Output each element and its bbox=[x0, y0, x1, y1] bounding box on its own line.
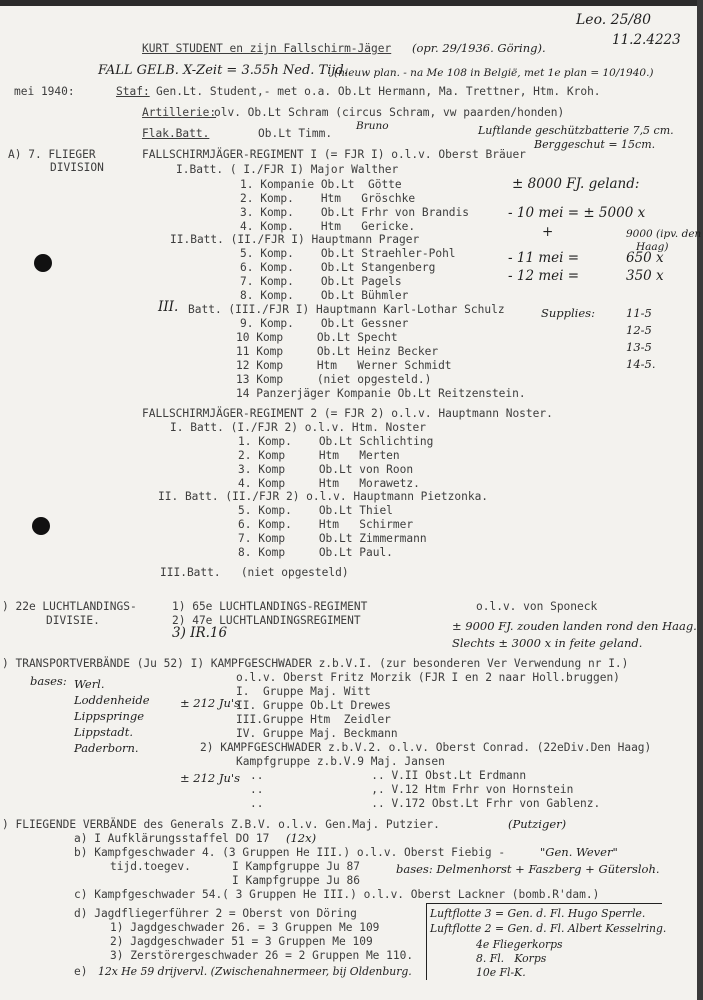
fall-gelb-heading: FALL GELB. X-Zeit = 3.55h Ned. Tijd. bbox=[98, 63, 348, 78]
fjr1-komp-4: 4. Komp. Htm Gericke. bbox=[240, 220, 416, 233]
fliegerkorps-8: 8. Fl. Korps bbox=[476, 952, 547, 965]
section-d-putziger: (Putziger) bbox=[508, 817, 567, 831]
staf-text: Gen.Lt. Student,- met o.a. Ob.Lt Hermann, Ma. Trettner, Htm. Kroh. bbox=[156, 85, 601, 98]
section-b-regiment-47: 2) 47e LUCHTLANDINGSREGIMENT bbox=[172, 614, 361, 627]
fjr1-iii-numeral: III. bbox=[158, 299, 179, 315]
scan-edge-right bbox=[697, 0, 703, 1000]
fjr2-komp-6: 6. Komp. Htm Schirmer bbox=[238, 518, 414, 531]
gruppe-beckmann: IV. Gruppe Maj. Beckmann bbox=[236, 727, 398, 740]
date-label: mei 1940: bbox=[14, 85, 75, 98]
gruppe-erdmann: .. .. V.II Obst.Lt Erdmann bbox=[250, 769, 527, 782]
bruno-note: Bruno bbox=[356, 120, 389, 132]
fjr1-komp-3: 3. Komp. Ob.Lt Frhr von Brandis bbox=[240, 206, 470, 219]
staf-label: Staf: bbox=[116, 85, 150, 98]
section-b-divisie: DIVISIE. bbox=[46, 614, 100, 627]
supplies-date-1: 11-5 bbox=[626, 306, 652, 320]
fjr2-komp-7: 7. Komp Ob.Lt Zimmermann bbox=[238, 532, 427, 545]
supplies-date-2: 12-5 bbox=[626, 323, 652, 337]
note-9000: 9000 (ipv. den bbox=[626, 228, 702, 240]
scan-edge-top bbox=[0, 0, 703, 6]
fjr1-iii-batt: Batt. (III./FJR I) Hauptmann Karl-Lothar Schulz bbox=[188, 303, 505, 316]
bases-label: bases: bbox=[30, 674, 67, 688]
gruppe-witt: I. Gruppe Maj. Witt bbox=[236, 685, 371, 698]
fjr1-heading: FALLSCHIRMJÄGER-REGIMENT I (= FJR I) o.l.v. Oberst Bräuer bbox=[142, 148, 526, 161]
note-haag: Haag) bbox=[636, 241, 669, 253]
base-paderborn: Paderborn. bbox=[74, 741, 139, 755]
kampfgruppe-jansen: Kampfgruppe z.b.V.9 Maj. Jansen bbox=[236, 755, 445, 768]
fliegerkorps-4: 4e Fliegerkorps bbox=[476, 938, 563, 951]
section-d-ju86: I Kampfgruppe Ju 86 bbox=[232, 874, 360, 887]
fjr2-komp-1: 1. Komp. Ob.Lt Schlichting bbox=[238, 435, 434, 448]
fjr1-komp-1: 1. Kompanie Ob.Lt Götte bbox=[240, 178, 402, 191]
base-lippspringe: Lippspringe bbox=[74, 709, 145, 723]
flak-text: Ob.Lt Timm. bbox=[258, 127, 333, 140]
section-b-commander: o.l.v. von Sponeck bbox=[476, 600, 598, 613]
gruppe-hornstein: .. ,. V.12 Htm Frhr von Hornstein bbox=[250, 783, 574, 796]
archive-date: 11.2.4223 bbox=[612, 32, 681, 48]
base-werl: Werl. bbox=[74, 677, 105, 691]
supplies-date-4: 14-5. bbox=[626, 357, 656, 371]
section-d-d: d) Jagdfliegerführer 2 = Oberst von Döring bbox=[74, 907, 357, 920]
page-title: KURT STUDENT en zijn Fallschirm-Jäger bbox=[142, 42, 392, 55]
section-d-a-note: (12x) bbox=[286, 831, 317, 845]
section-d-tijd: tijd.toegev. bbox=[110, 860, 191, 873]
flak-label: Flak.Batt. bbox=[142, 127, 210, 140]
fjr2-i-batt: I. Batt. (I./FJR 2) o.l.v. Htm. Noster bbox=[170, 421, 426, 434]
punch-hole-bottom bbox=[32, 517, 50, 535]
fjr2-komp-8: 8. Komp Ob.Lt Paul. bbox=[238, 546, 393, 559]
fjr2-komp-4: 4. Komp Htm Morawetz. bbox=[238, 477, 420, 490]
section-a-label: A) 7. FLIEGER bbox=[8, 148, 96, 161]
section-d-zg26: 3) Zerstörergeschwader 26 = 2 Gruppen Me 110. bbox=[110, 949, 414, 962]
fjr2-komp-3: 3. Komp Ob.Lt von Roon bbox=[238, 463, 414, 476]
archive-reference: Leo. 25/80 bbox=[576, 12, 652, 28]
fjr1-komp-8: 8. Komp. Ob.Lt Bühmler bbox=[240, 289, 409, 302]
section-c-heading: ) TRANSPORTVERBÄNDE (Ju 52) I) KAMPFGESCHWADER z.b.V.I. (zur besonderen Ver Verwendung nr I.) bbox=[2, 657, 629, 670]
fjr1-komp-9: 9. Komp. Ob.Lt Gessner bbox=[240, 317, 409, 330]
luftflotte-2: Luftflotte 2 = Gen. d. Fl. Albert Kesselring. bbox=[430, 922, 667, 935]
fjr1-komp-10: 10 Komp Ob.Lt Specht bbox=[236, 331, 398, 344]
note-12-mei: - 12 mei = bbox=[508, 268, 580, 284]
section-b-ir16: 3) IR.16 bbox=[172, 625, 228, 641]
berggeschut-note: Berggeschut = 15cm. bbox=[534, 138, 656, 151]
base-lippstadt: Lippstadt. bbox=[74, 725, 134, 739]
fjr2-komp-5: 5. Komp. Ob.Lt Thiel bbox=[238, 504, 393, 517]
section-b-regiment-65: 1) 65e LUCHTLANDINGS-REGIMENT bbox=[172, 600, 368, 613]
artillerie-label: Artillerie: bbox=[142, 106, 217, 119]
section-c-commander: o.l.v. Oberst Fritz Morzik (FJR I en 2 naar Holl.bruggen) bbox=[236, 671, 620, 684]
artillerie-note: Luftlande geschützbatterie 7,5 cm. bbox=[478, 124, 674, 137]
section-b-label: ) 22e LUCHTLANDINGS- bbox=[2, 600, 137, 613]
kampfgeschwader-2: 2) KAMPFGESCHWADER z.b.V.2. o.l.v. Oberst Conrad. (22eDiv.Den Haag) bbox=[200, 741, 652, 754]
fjr1-komp-2: 2. Komp. Htm Gröschke bbox=[240, 192, 416, 205]
fjr1-komp-5: 5. Komp. Ob.Lt Straehler-Pohl bbox=[240, 247, 456, 260]
section-d-jg51: 2) Jagdgeschwader 51 = 3 Gruppen Me 109 bbox=[110, 935, 373, 948]
section-b-note-9000: ± 9000 FJ. zouden landen rond den Haag. bbox=[452, 619, 697, 633]
ju-count-b: ± 212 Ju's bbox=[180, 771, 240, 785]
note-10-mei: - 10 mei = ± 5000 x bbox=[508, 205, 646, 221]
note-350: 350 x bbox=[626, 268, 664, 284]
section-d-c: c) Kampfgeschwader 54.( 3 Gruppen He III.) o.l.v. Oberst Lackner (bomb.R'dam.) bbox=[74, 888, 600, 901]
title-note: (opr. 29/1936. Göring). bbox=[412, 41, 546, 55]
note-650: 650 x bbox=[626, 250, 664, 266]
section-d-bases: bases: Delmenhorst + Faszberg + Gütersloh. bbox=[396, 862, 660, 876]
section-d-e-letter: e) bbox=[74, 965, 88, 978]
section-d-e: 12x He 59 drijvervl. (Zwischenahnermeer, bij Oldenburg. bbox=[98, 965, 412, 978]
supplies-label: Supplies: bbox=[541, 306, 595, 320]
fjr2-heading: FALLSCHIRMJÄGER-REGIMENT 2 (= FJR 2) o.l.v. Hauptmann Noster. bbox=[142, 407, 553, 420]
fjr1-komp-12: 12 Komp Htm Werner Schmidt bbox=[236, 359, 452, 372]
fjr1-komp-7: 7. Komp. Ob.Lt Pagels bbox=[240, 275, 402, 288]
fjr2-komp-2: 2. Komp Htm Merten bbox=[238, 449, 400, 462]
gruppe-drewes: II. Gruppe Ob.Lt Drewes bbox=[236, 699, 391, 712]
section-d-jg26: 1) Jagdgeschwader 26. = 3 Gruppen Me 109 bbox=[110, 921, 380, 934]
punch-hole-top bbox=[34, 254, 52, 272]
section-d-b-note: "Gen. Wever" bbox=[540, 845, 618, 859]
luftflotte-3: Luftflotte 3 = Gen. d. Fl. Hugo Sperrle. bbox=[430, 907, 646, 920]
section-d-b: b) Kampfgeschwader 4. (3 Gruppen He III.) o.l.v. Oberst Fiebig - bbox=[74, 846, 506, 859]
fjr1-komp-14: 14 Panzerjäger Kompanie Ob.Lt Reitzenstein. bbox=[236, 387, 526, 400]
section-d-heading: ) FLIEGENDE VERBÄNDE des Generals Z.B.V. o.l.v. Gen.Maj. Putzier. bbox=[2, 818, 440, 831]
fjr1-komp-6: 6. Komp. Ob.Lt Stangenberg bbox=[240, 261, 436, 274]
section-a-division: DIVISION bbox=[50, 161, 104, 174]
fjr1-i-batt: I.Batt. ( I./FJR I) Major Walther bbox=[176, 163, 399, 176]
fall-gelb-note: (nieuw plan. - na Me 108 in België, met 1e plan = 10/1940.) bbox=[334, 67, 654, 79]
artillerie-text: olv. Ob.Lt Schram (circus Schram, vw paarden/honden) bbox=[214, 106, 565, 119]
ju-count-a: ± 212 Ju's bbox=[180, 696, 240, 710]
section-d-a: a) I Aufklärungsstaffel DO 17 bbox=[74, 832, 270, 845]
fjr2-ii-batt: II. Batt. (II./FJR 2) o.l.v. Hauptmann Pietzonka. bbox=[158, 490, 489, 503]
gruppe-gablenz: .. .. V.172 Obst.Lt Frhr von Gablenz. bbox=[250, 797, 601, 810]
gruppe-zeidler: III.Gruppe Htm Zeidler bbox=[236, 713, 391, 726]
section-d-ju87: I Kampfgruppe Ju 87 bbox=[232, 860, 360, 873]
note-plus: + bbox=[542, 224, 554, 240]
note-8000-landed: ± 8000 FJ. geland: bbox=[512, 176, 640, 192]
fliegerkorps-10: 10e Fl-K. bbox=[476, 966, 526, 979]
section-b-note-3000: Slechts ± 3000 x in feite geland. bbox=[452, 636, 643, 650]
note-11-mei: - 11 mei = bbox=[508, 250, 580, 266]
base-loddenheide: Loddenheide bbox=[74, 693, 150, 707]
supplies-date-3: 13-5 bbox=[626, 340, 652, 354]
fjr1-komp-13: 13 Komp (niet opgesteld.) bbox=[236, 373, 432, 386]
fjr1-komp-11: 11 Komp Ob.Lt Heinz Becker bbox=[236, 345, 439, 358]
fjr2-iii-batt: III.Batt. (niet opgesteld) bbox=[160, 566, 349, 579]
fjr1-ii-batt: II.Batt. (II./FJR I) Hauptmann Prager bbox=[170, 233, 420, 246]
